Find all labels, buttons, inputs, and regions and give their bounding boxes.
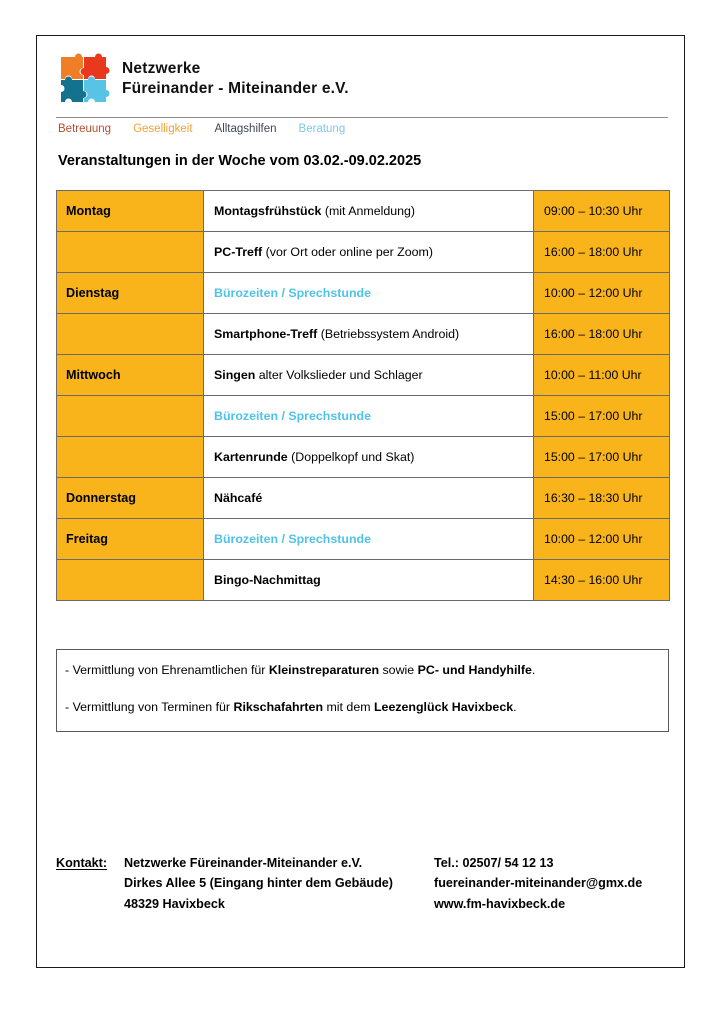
contact-label-spacer [56,873,124,893]
cell-event [204,437,534,478]
cell-day [57,396,204,437]
cell-event [204,560,534,601]
cell-day [57,437,204,478]
event-detail: (Doppelkopf und Skat) [287,450,415,464]
event-detail: (vor Ort oder online per Zoom) [262,245,433,259]
contact-row [56,853,642,873]
cell-day [57,560,204,601]
document-header [57,53,349,105]
table-row [57,396,670,437]
note-text-2: sowie [379,663,418,677]
contact-website[interactable]: www.fm-havixbeck.de [434,896,566,911]
event-title: PC-Treff [214,245,263,259]
cell-time: 15:00 – 17:00 Uhr [534,396,670,437]
note-line [65,662,658,679]
nav-link-beratung[interactable]: Beratung [298,123,346,135]
note-bold-2: PC- und Handyhilfe [417,663,532,677]
contact-row [56,873,642,893]
event-detail: (mit Anmeldung) [321,204,416,218]
page-frame [36,35,685,968]
table-row [57,232,670,273]
cell-time: 09:00 – 10:30 Uhr [534,191,670,232]
org-name-line1: Netzwerke [122,59,201,77]
event-title: Kartenrunde [214,450,288,464]
table-row [57,478,670,519]
event-detail: alter Volkslieder und Schlager [255,368,423,382]
note-bold-1: Kleinstreparaturen [268,663,380,677]
puzzle-logo-icon [57,53,110,105]
cell-event [204,314,534,355]
nav-link-geselligkeit[interactable]: Geselligkeit [133,123,193,135]
contact-email[interactable]: fuereinander-miteinander@gmx.de [434,876,643,891]
cell-time: 10:00 – 12:00 Uhr [534,273,670,314]
note-text-1: - Vermittlung von Terminen für [65,699,234,714]
cell-time: 16:00 – 18:00 Uhr [534,314,670,355]
cell-event [204,191,534,232]
note-text-3: . [513,699,517,714]
cell-day: Mittwoch [57,355,204,396]
event-title: Smartphone-Treff [214,327,318,341]
contact-org-name: Netzwerke Füreinander-Miteinander e.V. [124,856,363,870]
cell-time: 14:30 – 16:00 Uhr [534,560,670,601]
event-title: Bürozeiten / Sprechstunde [214,286,371,300]
event-title: Bürozeiten / Sprechstunde [214,409,371,423]
contact-row [56,894,642,914]
contact-label-spacer [56,894,124,914]
organization-name [122,60,349,99]
org-name-line2: Füreinander - Miteinander e.V. [122,80,349,97]
header-divider [56,117,668,118]
contact-street: Dirkes Allee 5 (Eingang hinter dem Gebäude) [124,876,393,891]
event-title: Montagsfrühstück [214,204,322,218]
note-text-2: mit dem [323,699,374,714]
cell-day [57,314,204,355]
cell-day: Montag [57,191,204,232]
cell-time: 15:00 – 17:00 Uhr [534,437,670,478]
page-title: Veranstaltungen in der Woche vom 03.02.-09.02.2025 [58,153,422,169]
contact-city: 48329 Havixbeck [124,896,225,911]
schedule-table [56,190,670,601]
nav-link-alltagshilfen[interactable]: Alltagshilfen [214,123,277,135]
cell-time: 16:00 – 18:00 Uhr [534,232,670,273]
cell-time: 10:00 – 11:00 Uhr [534,355,670,396]
cell-day [57,232,204,273]
table-row [57,560,670,601]
note-bold-2: Leezenglück Havixbeck [373,699,514,714]
event-detail: (Betriebssystem Android) [317,327,460,341]
cell-event [204,519,534,560]
table-row [57,191,670,232]
cell-event [204,355,534,396]
nav-link-betreuung[interactable]: Betreuung [58,123,112,135]
table-row [57,437,670,478]
cell-time: 16:30 – 18:30 Uhr [534,478,670,519]
table-row [57,519,670,560]
contact-phone: Tel.: 02507/ 54 12 13 [434,856,554,870]
cell-event [204,273,534,314]
event-title: Bingo-Nachmittag [214,573,321,587]
contact-block [56,853,642,914]
schedule-table-body [57,191,670,601]
cell-event [204,396,534,437]
table-row [57,273,670,314]
note-text-1: - Vermittlung von Ehrenamtlichen für [65,663,269,677]
cell-event [204,478,534,519]
event-title: Nähcafé [214,491,263,505]
note-bold-1: Rikschafahrten [233,699,324,714]
cell-day: Dienstag [57,273,204,314]
table-row [57,355,670,396]
cell-time: 10:00 – 12:00 Uhr [534,519,670,560]
event-title: Bürozeiten / Sprechstunde [214,532,371,546]
category-navigation [58,123,345,135]
cell-day: Freitag [57,519,204,560]
cell-event [204,232,534,273]
table-row [57,314,670,355]
contact-label: Kontakt: [56,856,108,870]
cell-day: Donnerstag [57,478,204,519]
note-text-3: . [531,663,536,677]
event-title: Singen [214,368,256,382]
note-line [65,699,658,716]
services-notes-box [56,649,669,732]
